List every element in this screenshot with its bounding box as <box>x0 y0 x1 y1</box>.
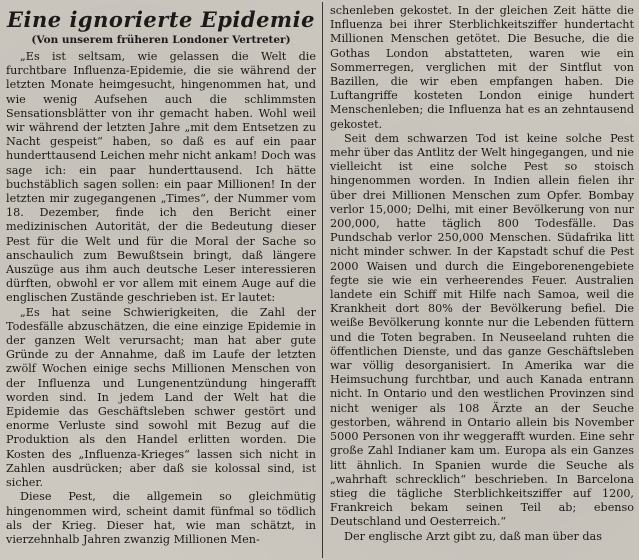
left-column <box>6 4 316 556</box>
left-paragraph-1: „Es ist seltsam, wie gelassen die Welt die furchtbare Influenza-Epidemie, die sie während der letzten Monate heimgesucht, hingenommen hat, und wie wenig Aufsehen auch die schlimmsten Sensationsblätter von ihr gemacht haben. Wohl weil wir während der letzten Jahre „mit dem Entsetzen zu Nacht gespeist“ haben, so daß es auf ein paar hunderttausend Leichen mehr nicht ankam! Doch was sage ich: ein paar hunderttausend. Ich hätte buchstäblich sagen sollen: ein paar Millionen! In der letzten mir zugegangenen „Times“, der Nummer vom 18. Dezember, finde ich den Bericht einer medizinischen Autorität, der die Bedeutung dieser Pest für die Welt und für die Moral der Sache so anschaulich zum Bewußtsein bringt, daß längere Auszüge aus ihm auch deutsche Leser interessieren dürften, obwohl er vor allem mit einem Auge auf die englischen Zustände geschrieben ist. Er lautet: <box>6 50 316 305</box>
article-subtitle: (Von unserem früheren Londoner Vertreter) <box>31 34 291 46</box>
right-paragraph-2: Seit dem schwarzen Tod ist keine solche Pest mehr über das Antlitz der Welt hingegangen, und nie vielleicht ist eine solche Pest so stoisch hingenommen worden. In Indien allein fielen ihr über drei Millionen Menschen zum Opfer. Bombay verlor 15,000; Delhi, mit einer Bevölkerung von nur 200,000, hatte täglich 800 Todesfälle. Das Pundschab verlor 250,000 Menschen. Südafrika litt nicht minder schwer. In der Kapstadt schuf die Pest 2000 Waisen und durch die Eingeborenengebiete fegte sie wie ein verheerendes Feuer. Australien landete ein Schiff mit Hilfe nach Samoa, weil die Krankheit dort 80% der Bevölkerung befiel. Die weiße Bevölkerung konnte nur die Lebenden füttern und die Toten begraben. In Neuseeland ruhten die öffentlichen Dienste, und das ganze Geschäftsleben war völlig desorganisiert. In Amerika war die Heimsuchung furchtbar, und auch Kanada entrann nicht. In Ontario und den westlichen Provinzen sind nicht weniger als 108 Ärzte an der Seuche gestorben, während in Ontario allein bis November 5000 Personen von ihr weggerafft wurden. Eine sehr große Zahl Indianer kam um. Europa als ein Ganzes litt ähnlich. In Spanien wurde die Seuche als „wahrhaft schrecklich“ beschrieben. In Barcelona stieg die tägliche Sterblichkeitsziffer auf 1200, Frankreich bekam seinen Teil ab; ebenso Deutschland und Oesterreich.“ <box>330 131 634 529</box>
right-paragraph-1: schenleben gekostet. In der gleichen Zeit hätte die Influenza bei ihrer Sterblichkeitsziffer hundertacht Millionen Menschen getötet. Die Besuche, die die Gothas London abstatteten, waren wie ein Sommerregen, verglichen mit der Sintflut von Bazillen, die wir eben empfangen haben. Die Luftangriffe kosteten London einige hundert Menschenleben; die Influenza hat es an zehntausend gekostet. <box>330 4 634 131</box>
article-headline: Eine ignorierte Epidemie <box>7 7 315 32</box>
left-paragraph-3: Diese Pest, die allgemein so gleichmütig hingenommen wird, scheint damit fünfmal so tödlich als der Krieg. Dieser hat, wie man schätzt, in vierzehnhalb Jahren zwanzig Millionen Men- <box>6 490 316 546</box>
right-paragraph-3: Der englische Arzt gibt zu, daß man über das <box>344 529 602 543</box>
left-paragraph-2: „Es hat seine Schwierigkeiten, die Zahl der Todesfälle abzuschätzen, die eine einzige Epidemie in der ganzen Welt verursacht; man hat aber gute Gründe zu der Annahme, daß im Laufe der letzten zwölf Wochen einige sechs Millionen Menschen von der Influenza und Lungenentzündung hingerafft worden sind. In jedem Land der Welt hat die Epidemie das Geschäftsleben schwer gestört und enorme Verluste sind sowohl mit Bezug auf die Produktion als den Handel erlitten worden. Die Kosten des „Influenza-Krieges“ lassen sich nicht in Zahlen ausdrücken; aber daß sie kolossal sind, ist sicher. <box>6 305 316 490</box>
right-column <box>330 4 634 556</box>
column-divider <box>322 2 323 558</box>
